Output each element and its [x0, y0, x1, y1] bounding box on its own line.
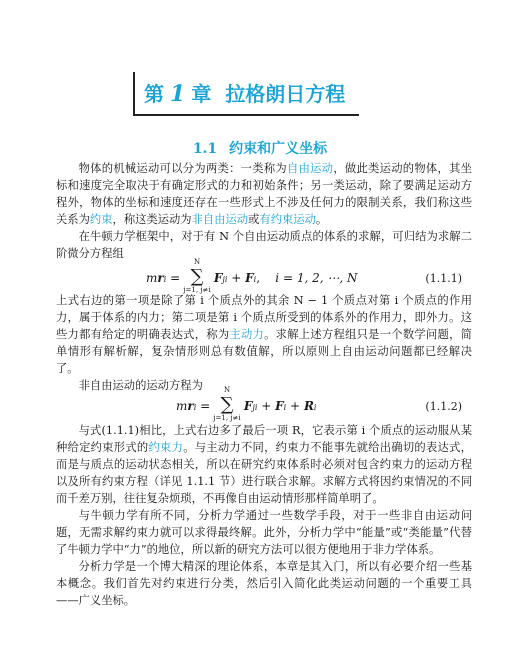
- eq1-tag: (1.1.1): [425, 272, 462, 285]
- section-number: 1.1: [192, 141, 218, 157]
- text-block-3: [56, 422, 472, 609]
- eq1-condition: i = 1, 2, ⋯, N: [275, 271, 358, 285]
- paragraph-5: 与式(1.1.1)相比，上式右边多了最后一项 R，它表示第 i 个质点的运动服从某种给定约束形式的约束力。与主动力不同，约束力不能事先就给出确切的表达式，而是与质点的运动状态相关，所以在研究约束体系时必须对包含约束力的运动方程以及所有约束方程（详见 1.1.1 节）进行联合求解。求解方式将因约束情况的不同而千差万别，往往复杂烦琐，不再像自由运动情形那样简单明了。: [56, 424, 472, 505]
- chapter-title: [144, 78, 345, 107]
- term-constraint-force: 约束力: [148, 441, 184, 454]
- chapter-horizontal-rule: [133, 114, 359, 116]
- chapter-name: 拉格朗日方程: [225, 82, 346, 106]
- eq1-mass: m: [146, 271, 158, 285]
- term-constrained-motion: 有约束运动: [259, 213, 316, 226]
- term-active-force: 主动力: [229, 328, 265, 341]
- chapter-prefix: 第: [144, 82, 164, 106]
- eq1-sum: N ∑ j=1, j≠i: [183, 258, 211, 294]
- paragraph-2: 在牛顿力学框架中，对于有 N 个自由运动质点的体系的求解，可归结为求解二阶微分方程组: [56, 230, 472, 260]
- paragraph-7: 分析力学是一个博大精深的理论体系，本章是其入门，所以有必要介绍一些基本概念。我们首先对约束进行分类，然后引入简化此类运动问题的一个重要工具——广义坐标。: [56, 560, 472, 607]
- section-name: 约束和广义坐标: [229, 141, 328, 157]
- text-block-2: [56, 292, 472, 394]
- eq2-sum: N ∑ j=1, j≠i: [213, 386, 241, 422]
- section-title: [0, 138, 520, 158]
- chapter-suffix: 章: [191, 82, 212, 106]
- equation-1-1-2: mri = N ∑ j=1, j≠i Fji + Fi + Ri (1.1.2): [176, 386, 462, 422]
- term-constraint: 约束: [89, 213, 113, 226]
- paragraph-4: 非自由运动的运动方程为: [78, 379, 203, 392]
- term-free-motion: 自由运动: [287, 162, 334, 175]
- paragraph-3: 上式右边的第一项是除了第 i 个质点外的其余 N − 1 个质点对第 i 个质点的作用力，属于体系的内力；第二项是第 i 个质点所受到的体系外的作用力，即外力。这些力都有给定的明确表达式，称为主动力。求解上述方程组只是一个数学问题，简单情形有解析解，复杂情形则总有数值解，所以原则上自由运动问题都已经解决了。: [56, 294, 472, 375]
- paragraph-6: 与牛顿力学有所不同，分析力学通过一些数学手段，对于一些非自由运动问题，无需求解约束力就可以求得最终解。此外，分析力学中“能量”或“类能量”代替了牛顿力学中“力”的地位，所以新的研究方法可以很方便地用于非力学体系。: [56, 509, 472, 556]
- equation-1-1-1: mri = N ∑ j=1, j≠i Fji + Fi, i = 1, 2, ⋯, N (1.1.1): [146, 258, 462, 294]
- term-nonfree-motion: 非自由运动: [191, 213, 249, 226]
- text-block-1: [56, 160, 472, 262]
- eq2-tag: (1.1.2): [425, 400, 462, 413]
- paragraph-1: 物体的机械运动可以分为两类：一类称为自由运动，做此类运动的物体，其坐标和速度完全取决于有确定形式的力和初始条件；另一类运动，除了要满足运动方程外，物体的坐标和速度还存在一些形式上不涉及任何力的限制关系，我们称这些关系为约束，称这类运动为非自由运动或有约束运动。: [56, 162, 472, 226]
- chapter-vertical-rule: [133, 72, 135, 116]
- eq1-r: r: [157, 271, 164, 285]
- chapter-number: 1: [170, 81, 186, 107]
